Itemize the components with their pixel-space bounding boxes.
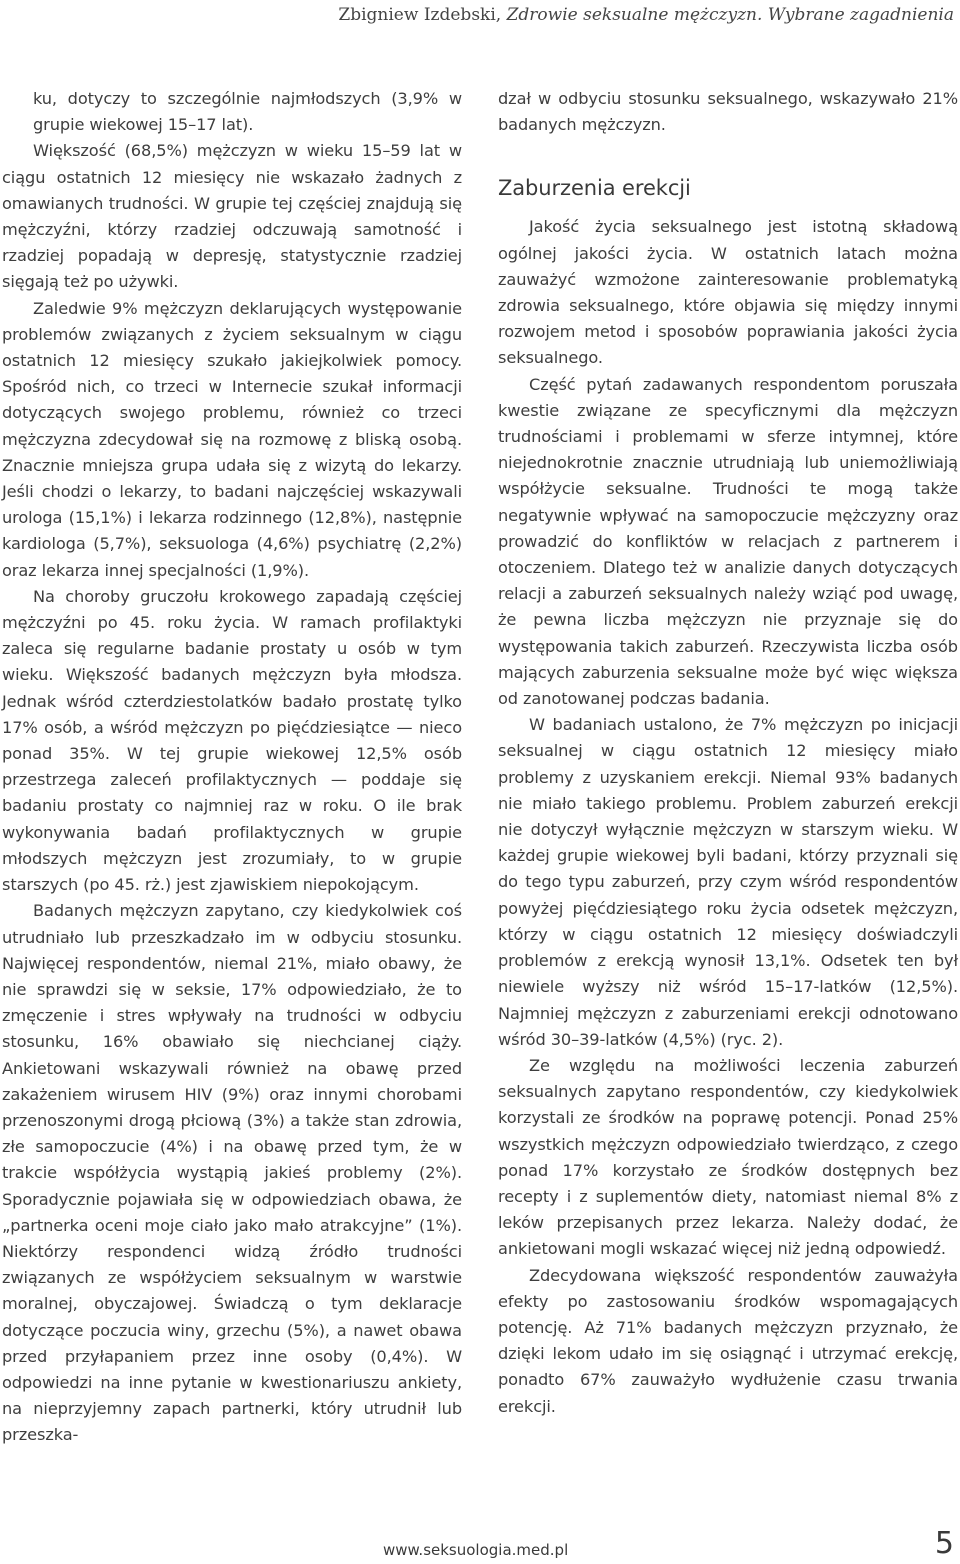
left-paragraph-5: Badanych mężczyzn zapytano, czy kiedykolwiek coś utrudniało lub przeszkadzało im w odbyciu stosunku. Najwięcej respondentów, niemal 21%, miało obawy, że nie sprawdzi się w seksie, 17% odpowiedziało, że to zmęczenie i stres wpływały na trudności w odbyciu stosunku, 16% obawiało się niechcianej ciąży. Ankietowani wskazywali również na obawę przed zakażeniem wirusem HIV (9%) oraz innymi chorobami przenoszonymi drogą płciową (3%) a także stan zdrowia, złe samopoczucie (4%) i na obawę przed tym, że w trakcie współżycia wystąpią jakieś problemy (2%). Sporadycznie pojawiała się w odpowiedziach obawa, że „partnerka oceni moje ciało jako mało atrakcyjne” (1%). Niektórzy respondenci widzą źródło trudności związanych ze współżyciem seksualnym w warstwie moralnej, obyczajowej. Świadczą o tym deklaracje dotyczące poczucia winy, grzechu (5%), a nawet obawa przed przyłapaniem przez inne osoby (0,4%). W odpowiedzi na inne pytanie w kwestionariuszu ankiety, na nieprzyjemny zapach partnerki, który utrudnił lub przeszka-: [2, 901, 462, 1445]
left-paragraph-4: Na choroby gruczołu krokowego zapadają częściej mężczyźni po 45. roku życia. W ramach profilaktyki zaleca się regularne badanie prostaty u osób w tym wieku. Większość badanych mężczyzn była młodsza. Jednak wśród czterdziestolatków badało prostatę tylko 17% osób, a wśród mężczyzn po pięćdziesiątce — nieco ponad 35%. W tej grupie wiekowej 12,5% osób przestrzega zaleceń profilaktycznych — poddaje się badaniu prostaty co najmniej raz w roku. O ile brak wykonywania badań profilaktycznych w grupie młodszych mężczyzn jest zrozumiały, to w grupie starszych (po 45. rż.) jest zjawiskiem niepokojącym.: [2, 586, 462, 895]
right-paragraph-1: Jakość życia seksualnego jest istotną składową ogólnej jakości życia. W ostatnich latach można zauważyć wzmożone zainteresowanie problematyką zdrowia seksualnego, które objawia się między innymi rozwojem metod i sposobów poprawiania jakości życia seksualnego.: [498, 217, 958, 368]
left-column: [2, 86, 462, 1449]
header-author: Zbigniew Izdebski,: [338, 5, 502, 25]
running-header: [0, 0, 954, 28]
left-paragraph-2: Większość (68,5%) mężczyzn w wieku 15–59 lat w ciągu ostatnich 12 miesięcy nie wskazało żadnych z omawianych trudności. W grupie tej częściej znajdują się mężczyźni, którzy rzadziej odczuwają samotność i rzadziej popadają w depresję, statystycznie rzadziej sięgają też po używki.: [2, 141, 462, 292]
header-book-title: Zdrowie seksualne mężczyzn. Wybrane zagadnienia: [506, 5, 954, 25]
right-paragraph-5: Zdecydowana większość respondentów zauważyła efekty po zastosowaniu środków wspomagających potencję. Aż 71% badanych mężczyzn przyznało, że dzięki lekom udało im się osiągnąć i utrzymać erekcję, ponadto 67% zauważyło wydłużenie czasu trwania erekcji.: [498, 1265, 958, 1416]
section-heading: Zaburzenia erekcji: [498, 176, 691, 201]
right-continuation: dzał w odbyciu stosunku seksualnego, wskazywało 21% badanych mężczyzn.: [498, 89, 958, 135]
right-column: [498, 86, 958, 1420]
right-paragraph-2: Część pytań zadawanych respondentom poruszała kwestie związane ze specyficznymi dla mężczyzn trudnościami i problemami w sferze intymnej, które niejednokrotnie znacznie utrudniają lub uniemożliwiają współżycie seksualne. Trudności te mogą także negatywnie wpływać na samopoczucie mężczyzny oraz prowadzić do konfliktów w relacjach z partnerem i otoczeniem. Dlatego też w analizie danych dotyczących relacji a zaburzeń seksualnych należy wziąć pod uwagę, że pewna liczba mężczyzn nie przyznaje się do występowania takich zaburzeń. Rzeczywista liczba osób mających zaburzenia seksualne może być więc większa od zanotowanej podczas badania.: [498, 374, 958, 709]
left-paragraph-1: ku, dotyczy to szczególnie najmłodszych (3,9% w grupie wiekowej 15–17 lat).: [33, 89, 462, 135]
page-number: 5: [934, 1526, 954, 1561]
left-paragraph-3: Zaledwie 9% mężczyzn deklarujących występowanie problemów związanych z życiem seksualnym w ciągu ostatnich 12 miesięcy szukało jakiejkolwiek pomocy. Spośród nich, co trzeci w Internecie szukał informacji dotyczących swojego problemu, również co trzeci mężczyzna zdecydował się na rozmowę z bliską osobą. Znacznie mniejsza grupa udała się z wizytą do lekarzy. Jeśli chodzi o lekarzy, to badani najczęściej wskazywali urologa (15,1%) i lekarza rodzinnego (12,8%), następnie kardiologa (5,7%), seksuologa (4,6%) psychiatrę (2,2%) oraz lekarza innej specjalności (1,9%).: [2, 298, 462, 580]
right-paragraph-3: W badaniach ustalono, że 7% mężczyzn po inicjacji seksualnej w ciągu ostatnich 12 miesięcy miało problemy z uzyskaniem erekcji. Niemal 93% badanych nie miało takiego problemu. Problem zaburzeń erekcji nie dotyczył wyłącznie mężczyzn w starszym wieku. W każdej grupie wiekowej byli badani, którzy przyznali się do tego typu zaburzeń, przy czym wśród respondentów powyżej pięćdziesiątego roku życia odsetek mężczyzn, którzy w ciągu ostatnich 12 miesięcy doświadczyli problemów z erekcją wynosił 13,1%. Odsetek ten był niewiele wyższy niż wśród 15–17-latków (12,5%). Najmniej mężczyzn z zaburzeniami erekcji odnotowano wśród 30–39-latków (4,5%) (ryc. 2).: [498, 715, 958, 1049]
footer-url[interactable]: www.seksuologia.med.pl: [383, 1541, 569, 1559]
right-paragraph-4: Ze względu na możliwości leczenia zaburzeń seksualnych zapytano respondentów, czy kiedykolwiek korzystali ze środków na poprawę potencji. Ponad 25% wszystkich mężczyzn odpowiedziało twierdząco, z czego ponad 17% korzystało ze środków dostępnych bez recepty i z suplementów diety, natomiast niemal 8% z leków przepisanych przez lekarza. Należy dodać, że ankietowani mogli wskazać więcej niż jedną odpowiedź.: [498, 1055, 958, 1259]
